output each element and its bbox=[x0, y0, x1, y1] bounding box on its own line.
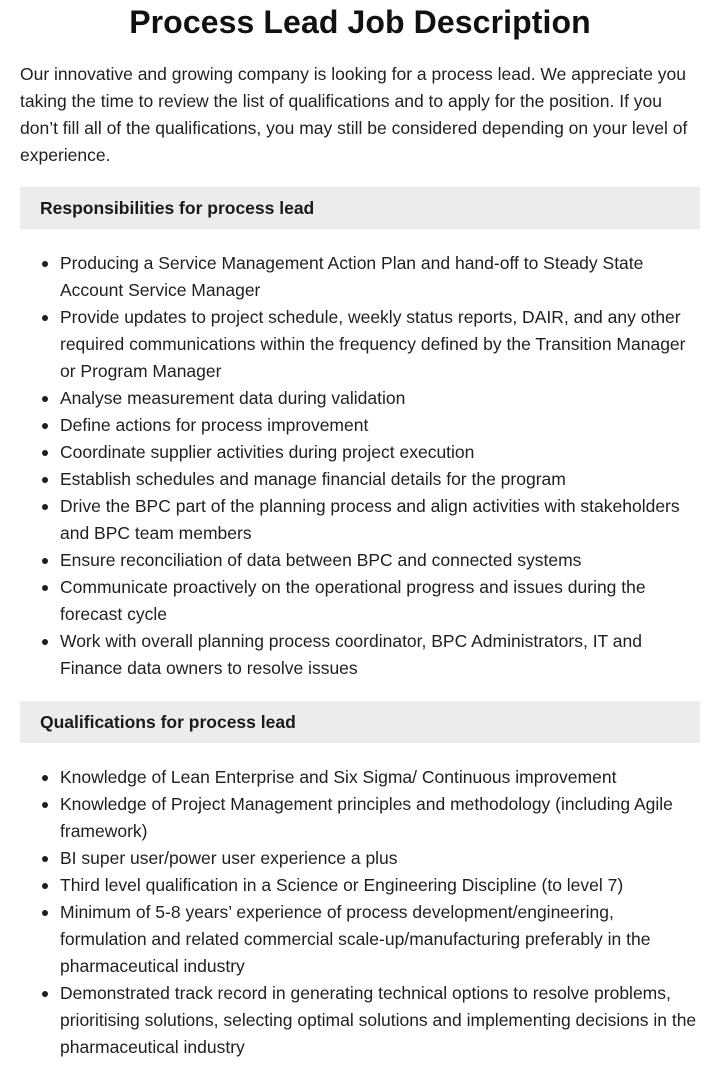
responsibilities-heading: Responsibilities for process lead bbox=[20, 187, 700, 229]
qualifications-heading: Qualifications for process lead bbox=[20, 701, 700, 743]
list-item: Establish schedules and manage financial details for the program bbox=[60, 466, 700, 493]
list-item: Define actions for process improvement bbox=[60, 412, 700, 439]
list-item: Knowledge of Project Management principles and methodology (including Agile framework) bbox=[60, 791, 700, 845]
responsibilities-list bbox=[20, 250, 700, 682]
page-title: Process Lead Job Description bbox=[129, 4, 591, 40]
list-item: BI super user/power user experience a plus bbox=[60, 845, 700, 872]
list-item: Communicate proactively on the operational progress and issues during the forecast cycle bbox=[60, 574, 700, 628]
list-item: Provide updates to project schedule, weekly status reports, DAIR, and any other required communications within the frequency defined by the Transition Manager or Program Manager bbox=[60, 304, 700, 385]
list-item: Knowledge of Lean Enterprise and Six Sigma/ Continuous improvement bbox=[60, 764, 700, 791]
list-item: Producing a Service Management Action Plan and hand-off to Steady State Account Service Manager bbox=[60, 250, 700, 304]
qualifications-list bbox=[20, 764, 700, 1061]
list-item: Third level qualification in a Science or Engineering Discipline (to level 7) bbox=[60, 872, 700, 899]
list-item: Analyse measurement data during validation bbox=[60, 385, 700, 412]
list-item: Demonstrated track record in generating technical options to resolve problems, prioritising solutions, selecting optimal solutions and implementing decisions in the pharmaceutical industry bbox=[60, 980, 700, 1061]
list-item: Drive the BPC part of the planning process and align activities with stakeholders and BPC team members bbox=[60, 493, 700, 547]
list-item: Work with overall planning process coordinator, BPC Administrators, IT and Finance data owners to resolve issues bbox=[60, 628, 700, 682]
intro-paragraph: Our innovative and growing company is looking for a process lead. We appreciate you taking the time to review the list of qualifications and to apply for the position. If you don’t fill all of the qualifications, you may still be considered depending on your level of experience. bbox=[20, 64, 688, 165]
list-item: Minimum of 5-8 years’ experience of process development/engineering, formulation and related commercial scale-up/manufacturing preferably in the pharmaceutical industry bbox=[60, 899, 700, 980]
list-item: Coordinate supplier activities during project execution bbox=[60, 439, 700, 466]
list-item: Ensure reconciliation of data between BPC and connected systems bbox=[60, 547, 700, 574]
